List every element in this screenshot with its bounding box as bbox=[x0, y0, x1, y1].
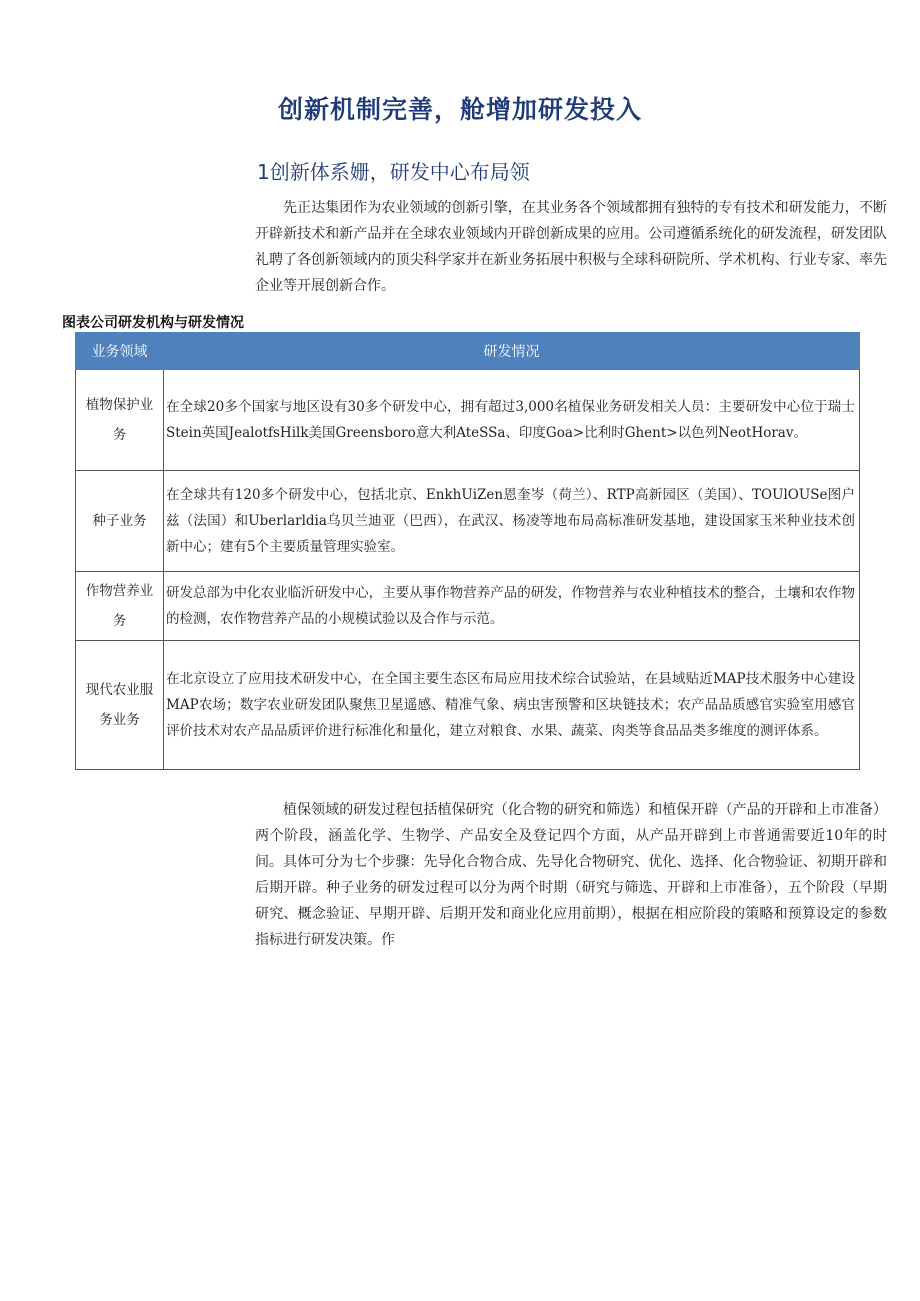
rd-table bbox=[75, 332, 860, 770]
intro-paragraph: 先正达集团作为农业领域的创新引擎，在其业务各个领域都拥有独特的专有技术和研发能力，不断开辟新技术和新产品并在全球农业领域内开辟创新成果的应用。公司遵循系统化的研发流程，研发团队礼聘了各创新领域内的顶尖科学家并在新业务拓展中积极与全球科研院所、学术机构、行业专家、率先企业等开展创新合作。 bbox=[255, 200, 887, 294]
table-row bbox=[76, 370, 860, 471]
desc-cell: 在全球20多个国家与地区设有30多个研发中心，拥有超过3,000名植保业务研发相关人员：主要研发中心位于瑞士Stein英国JealotfsHilk美国Greensboro意大利AteSSa、印度Goa>比利时Ghent>以色列NeotHorav。 bbox=[164, 370, 860, 471]
header-business-field: 业务领域 bbox=[76, 333, 164, 370]
field-cell: 作物营养业务 bbox=[76, 572, 164, 641]
field-cell: 种子业务 bbox=[76, 471, 164, 572]
table-row bbox=[76, 572, 860, 641]
desc-cell: 在北京设立了应用技术研发中心，在全国主要生态区布局应用技术综合试验站，在县域贴近MAP技术服务中心建设MAP农场；数字农业研发团队聚焦卫星遥感、精准气象、病虫害预警和区块链技术；农产品品质感官实验室用感官评价技术对农产品品质评价进行标准化和量化，建立对粮食、水果、蔬菜、肉类等食品品类多维度的测评体系。 bbox=[164, 641, 860, 770]
desc-cell: 在全球共有120多个研发中心，包括北京、EnkhUiZen恩奎岑（荷兰）、RTP高新园区（美国）、TOUlOUSe图户兹（法国）和Uberlarldia乌贝兰迪亚（巴西），在武汉、杨凌等地布局高标准研发基地，建设国家玉米种业技术创新中心；建有5个主要质量管理实验室。 bbox=[164, 471, 860, 572]
field-cell: 现代农业服务业务 bbox=[76, 641, 164, 770]
table-header-row bbox=[76, 333, 860, 370]
desc-cell: 研发总部为中化农业临沂研发中心，主要从事作物营养产品的研发，作物营养与农业种植技术的整合，土壤和农作物的检测，农作物营养产品的小规模试验以及合作与示范。 bbox=[164, 572, 860, 641]
table-row bbox=[76, 641, 860, 770]
field-cell: 植物保护业务 bbox=[76, 370, 164, 471]
section-heading: 1创新体系姗，研发中心布局领 bbox=[257, 160, 530, 184]
table-row bbox=[76, 471, 860, 572]
page-title: 创新机制完善，舱增加研发投入 bbox=[277, 95, 642, 124]
rd-process-paragraph: 植保领域的研发过程包括植保研究（化合物的研究和筛选）和植保开辟（产品的开辟和上市准备）两个阶段，涵盖化学、生物学、产品安全及登记四个方面，从产品开辟到上市普通需要近10年的时间。具体可分为七个步骤：先导化合物合成、先导化合物研究、优化、选择、化合物验证、初期开辟和后期开辟。种子业务的研发过程可以分为两个时期（研究与筛选、开辟和上市准备），五个阶段（早期研究、概念验证、早期开辟、后期开发和商业化应用前期），根据在相应阶段的策略和预算设定的参数指标进行研发决策。作 bbox=[255, 802, 887, 948]
table-caption: 图表公司研发机构与研发情况 bbox=[62, 315, 244, 331]
header-rd-status: 研发情况 bbox=[164, 333, 860, 370]
